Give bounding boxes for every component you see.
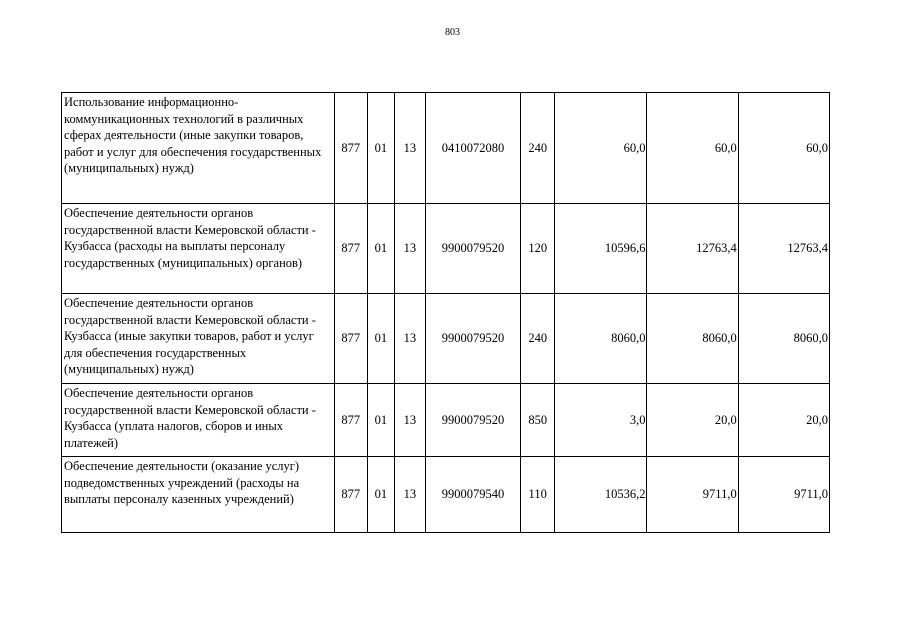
page-number: 803 xyxy=(445,27,460,38)
target-article-code: 9900079520 xyxy=(425,384,520,457)
row-description: Обеспечение деятельности органов государственной власти Кемеровской области - Кузбасса (расходы на выплаты персоналу государственных (муниципальных) органов) xyxy=(62,204,335,294)
ministry-code: 877 xyxy=(334,93,367,204)
target-article-code: 9900079520 xyxy=(425,294,520,384)
row-description: Обеспечение деятельности (оказание услуг) подведомственных учреждений (расходы на выплаты персоналу казенных учреждений) xyxy=(62,457,335,533)
section-code: 01 xyxy=(367,93,394,204)
amount-2: 8060,0 xyxy=(647,294,738,384)
section-code: 01 xyxy=(367,384,394,457)
row-description: Обеспечение деятельности органов государственной власти Кемеровской области - Кузбасса (уплата налогов, сборов и иных платежей) xyxy=(62,384,335,457)
section-code: 01 xyxy=(367,457,394,533)
amount-2: 12763,4 xyxy=(647,204,738,294)
subsection-code: 13 xyxy=(394,384,425,457)
expense-type-code: 240 xyxy=(521,294,555,384)
amount-2: 60,0 xyxy=(647,93,738,204)
amount-1: 10596,6 xyxy=(555,204,647,294)
subsection-code: 13 xyxy=(394,204,425,294)
table-row xyxy=(62,294,830,384)
amount-3: 9711,0 xyxy=(738,457,829,533)
table-row xyxy=(62,384,830,457)
amount-3: 20,0 xyxy=(738,384,829,457)
table-row xyxy=(62,204,830,294)
row-description: Использование информационно-коммуникационных технологий в различных сферах деятельности (иные закупки товаров, работ и услуг для обеспечения государственных (муниципальных) нужд) xyxy=(62,93,335,204)
subsection-code: 13 xyxy=(394,294,425,384)
amount-1: 60,0 xyxy=(555,93,647,204)
amount-1: 8060,0 xyxy=(555,294,647,384)
section-code: 01 xyxy=(367,294,394,384)
amount-1: 10536,2 xyxy=(555,457,647,533)
table-row xyxy=(62,457,830,533)
amount-2: 9711,0 xyxy=(647,457,738,533)
budget-table xyxy=(61,92,830,533)
target-article-code: 9900079540 xyxy=(425,457,520,533)
expense-type-code: 110 xyxy=(521,457,555,533)
ministry-code: 877 xyxy=(334,294,367,384)
amount-1: 3,0 xyxy=(555,384,647,457)
expense-type-code: 850 xyxy=(521,384,555,457)
expense-type-code: 240 xyxy=(521,93,555,204)
target-article-code: 0410072080 xyxy=(425,93,520,204)
subsection-code: 13 xyxy=(394,457,425,533)
amount-3: 8060,0 xyxy=(738,294,829,384)
ministry-code: 877 xyxy=(334,457,367,533)
expense-type-code: 120 xyxy=(521,204,555,294)
table-row xyxy=(62,93,830,204)
section-code: 01 xyxy=(367,204,394,294)
ministry-code: 877 xyxy=(334,204,367,294)
amount-3: 12763,4 xyxy=(738,204,829,294)
target-article-code: 9900079520 xyxy=(425,204,520,294)
amount-2: 20,0 xyxy=(647,384,738,457)
ministry-code: 877 xyxy=(334,384,367,457)
row-description: Обеспечение деятельности органов государственной власти Кемеровской области - Кузбасса (иные закупки товаров, работ и услуг для обеспечения государственных (муниципальных) нужд) xyxy=(62,294,335,384)
amount-3: 60,0 xyxy=(738,93,829,204)
subsection-code: 13 xyxy=(394,93,425,204)
